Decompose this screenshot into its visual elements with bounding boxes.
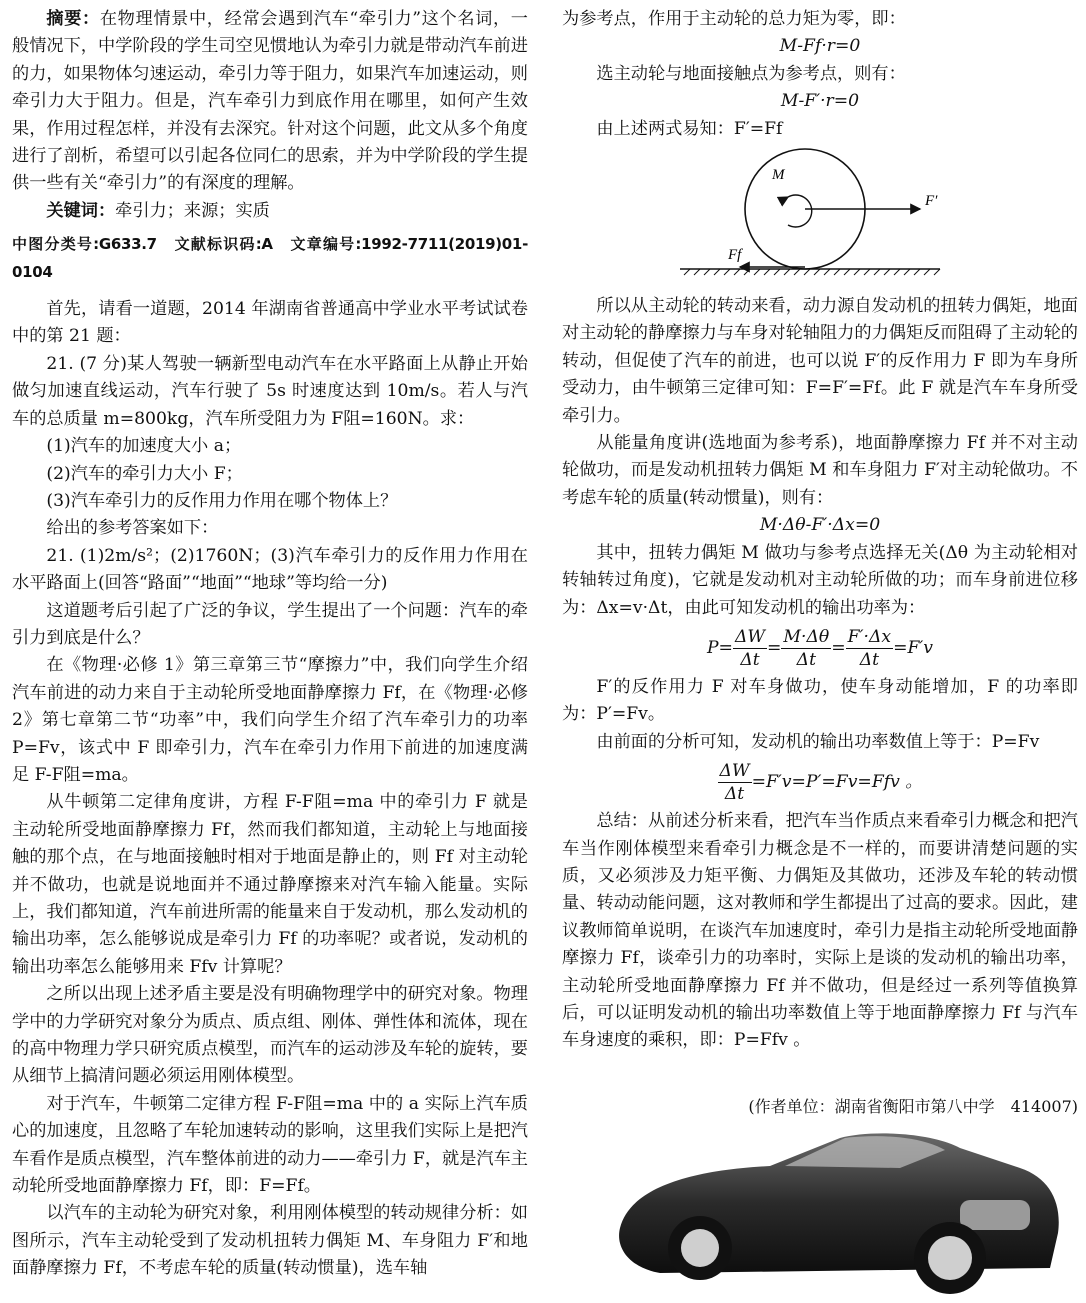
label-ff: Ff bbox=[728, 247, 742, 264]
paragraph: 为参考点，作用于主动轮的总力矩为零，即： bbox=[562, 9, 906, 29]
paragraph: 从能量角度讲(选地面为参考系)，地面静摩擦力 Ff 并不对主动轮做功，而是发动机扭转力偶矩 M 和车身阻力 F′对主动轮做功。不考虑车轮的质量(转动惯量)，则有： bbox=[562, 433, 1078, 508]
equation-4: P= $\frac{\Delta W}{\Delta t}$ = $\frac{M\cdot\Delta\theta}{\Delta t}$ = $\frac{F'\cdot\Delta x}{\Delta t}$ =F′v bbox=[706, 626, 934, 670]
author-affiliation: (作者单位：湖南省衡阳市第八中学 414007) bbox=[748, 1096, 1078, 1116]
keywords-label: 关键词： bbox=[46, 200, 116, 221]
paragraph: 给出的参考答案如下： bbox=[46, 518, 219, 539]
numerator: M·Δθ bbox=[783, 626, 830, 647]
eq5-tail: =F′v=P′=Fv=Ffv 。 bbox=[751, 772, 923, 793]
paragraph: 以汽车的主动轮为研究对象，利用刚体模型的转动规律分析：如图所示，汽车主动轮受到了发动机扭转力偶矩 M、车身阻力 F′和地面静摩擦力 Ff，不考虑车轮的质量(转动惯量)，选车轴 bbox=[12, 1203, 528, 1279]
answer: 21. (1)2m/s²；(2)1760N；(3)汽车牵引力的反作用力作用在水平路面上(回答“路面”“地面”“地球”等均给一分) bbox=[12, 545, 528, 594]
eq4-tail: =F′v bbox=[893, 637, 934, 658]
denominator: Δt bbox=[740, 649, 760, 670]
paragraph: 之所以出现上述矛盾主要是没有明确物理学中的研究对象。物理学中的力学研究对象分为质点、质点组、刚体、弹性体和流体，现在的高中物理力学只研究质点模型，而汽车的运动涉及车轮的旋转，要从细节上搞清问题必须运用刚体模型。 bbox=[12, 984, 528, 1087]
left-column bbox=[12, 6, 528, 1283]
eq4-lhs: P= bbox=[706, 637, 733, 658]
fraction bbox=[781, 626, 831, 671]
paragraph: 在《物理·必修 1》第三章第三节“摩擦力”中，我们向学生介绍汽车前进的动力来自于主动轮所受地面静摩擦力 Ff，在《物理·必修 2》第七章第二节“功率”中，我们向学生介绍了汽车牵引力的功率 P=Fv，该式中 F 即牵引力，汽车在牵引力作用下前进的加速度满足 F-F阻=ma。 bbox=[12, 655, 528, 785]
paragraph: F′的反作用力 F 对车身做功，使车身动能增加，F 的功率即为：P′=Fv。 bbox=[562, 676, 1078, 725]
front-wheel bbox=[914, 1222, 986, 1294]
abstract-text: 在物理情景中，经常会遇到汽车“牵引力”这个名词，一般情况下，中学阶段的学生司空见惯地认为牵引力就是带动汽车前进的力，如果物体匀速运动，牵引力等于阻力，如果汽车加速运动，则牵引力大于阻力。但是，汽车牵引力到底作用在哪里，如何产生效果，作用过程怎样，并没有去深究。针对这个问题，此文从多个角度进行了剖析，希望可以引起各位同仁的思索，并为中学阶段的学生提供一些有关“牵引力”的有深度的理解。 bbox=[12, 9, 528, 194]
question-item: (1)汽车的加速度大小 a； bbox=[46, 436, 242, 457]
abstract-label: 摘要： bbox=[46, 9, 100, 29]
paragraph: 对于汽车，牛顿第二定律方程 F-F阻=ma 中的 a 实际上汽车质心的加速度，且忽略了车轮加速转动的影响，这里我们实际上是把汽车看作是质点模型，汽车整体前进的动力——牵引力 F，就是汽车主动轮所受地面静摩擦力 Ff，即：F=Ff。 bbox=[12, 1093, 528, 1197]
right-column bbox=[562, 6, 1078, 1120]
conclusion-paragraph: 总结：从前述分析来看，把汽车当作质点来看牵引力概念和把汽车当作刚体模型来看牵引力概念是不一样的，而要讲清楚问题的实质，又必须涉及力矩平衡、力偶矩及其做功，还涉及车轮的转动惯量、转动动能问题，这对教师和学生都提出了过高的要求。因此，建议教师简单说明，在谈汽车加速度时，牵引力是指主动轮所受地面静摩擦力 Ff，谈牵引力的功率时，实际上是谈的发动机的输出功率，主动轮所受地面静摩擦力 Ff 并不做功，但是经过一系列等值换算后，可以证明发动机的输出功率数值上等于地面静摩擦力 Ff 与汽车车身速度的乘积，即：P=Ffv 。 bbox=[562, 811, 1078, 1051]
grille bbox=[960, 1200, 1030, 1230]
fraction bbox=[718, 760, 752, 805]
fraction bbox=[733, 626, 767, 671]
question-item: (2)汽车的牵引力大小 F； bbox=[46, 463, 243, 484]
equation-2: M-F′·r=0 bbox=[780, 91, 860, 112]
torque-arrow bbox=[788, 195, 812, 227]
denominator: Δt bbox=[796, 649, 816, 670]
car-illustration bbox=[600, 1108, 1070, 1298]
equation-5 bbox=[562, 756, 1078, 808]
keywords bbox=[12, 198, 528, 225]
paragraph: 从牛顿第二定律角度讲，方程 F-F阻=ma 中的牵引力 F 就是主动轮所受地面静摩擦力 Ff，然而我们都知道，主动轮上与地面接触的那个点，在与地面接触时相对于地面是静止的，则 Ff 对主动轮并不做功，也就是说地面并不通过静摩擦来对汽车输入能量。实际上，我们都知道，汽车前进所需的能量来自于发动机，那么发动机的输出功率，怎么能够说成是牵引力 Ff 的功率呢？或者说，发动机的输出功率怎么能够用来 Ffv 计算呢？ bbox=[12, 792, 528, 977]
denominator: Δt bbox=[859, 649, 880, 670]
wheel-force-diagram bbox=[670, 147, 970, 287]
equation-3: M·Δθ-F′·Δx=0 bbox=[759, 515, 881, 536]
label-m: M bbox=[772, 167, 785, 184]
paragraph: 由上述两式易知：F′=Ff bbox=[596, 118, 783, 139]
paragraph: 选主动轮与地面接触点为参考点，则有： bbox=[596, 63, 906, 84]
ground-hatch bbox=[684, 269, 940, 275]
rear-wheel bbox=[668, 1216, 732, 1280]
keywords-text: 牵引力；来源；实质 bbox=[115, 200, 270, 221]
paragraph: 首先，请看一道题，2014 年湖南省普通高中学业水平考试试卷中的第 21 题： bbox=[12, 299, 528, 347]
exam-question: 21. (7 分)某人驾驶一辆新型电动汽车在水平路面上从静止开始做匀加速直线运动，汽车行驶了 5s 时速度达到 10m/s。若人与汽车的总质量 m=800kg，汽车所受阻力为 F阻=160N。求： bbox=[12, 353, 528, 429]
paragraph: 其中，扭转力偶矩 M 做功与参考点选择无关(Δθ 为主动轮相对转轴转过角度)，它就是发动机对主动轮所做的功；而车身前进位移为：Δx=v·Δt，由此可知发动机的输出功率为： bbox=[562, 542, 1078, 618]
numerator: F′·Δx bbox=[847, 626, 892, 647]
paragraph: 所以从主动轮的转动来看，动力源自发动机的扭转力偶矩，地面对主动轮的静摩擦力与车身对轮轴阻力的力偶矩反而阻碍了主动轮的转动，但促使了汽车的前进，也可以说 F′的反作用力 F 即为车身所受动力，由牛顿第三定律可知：F=F′=Ff。此 F 就是汽车车身所受牵引力。 bbox=[562, 296, 1078, 426]
label-f-prime: F′ bbox=[925, 193, 938, 210]
question-item: (3)汽车牵引力的反作用力作用在哪个物体上？ bbox=[46, 490, 398, 511]
abstract bbox=[12, 6, 528, 198]
numerator: ΔW bbox=[719, 761, 750, 782]
denominator: Δt bbox=[724, 784, 745, 805]
numerator: ΔW bbox=[734, 626, 766, 647]
equation-1: M-Ff·r=0 bbox=[779, 36, 861, 57]
paragraph: 这道题考后引起了广泛的争议，学生提出了一个问题：汽车的牵引力到底是什么？ bbox=[12, 600, 528, 648]
fraction bbox=[846, 626, 893, 671]
classification-line: 中图分类号:G633.7 文献标识码:A 文章编号:1992-7711(2019)01-0104 bbox=[12, 235, 528, 281]
paragraph: 由前面的分析可知，发动机的输出功率数值上等于：P=Fv bbox=[596, 731, 1040, 752]
